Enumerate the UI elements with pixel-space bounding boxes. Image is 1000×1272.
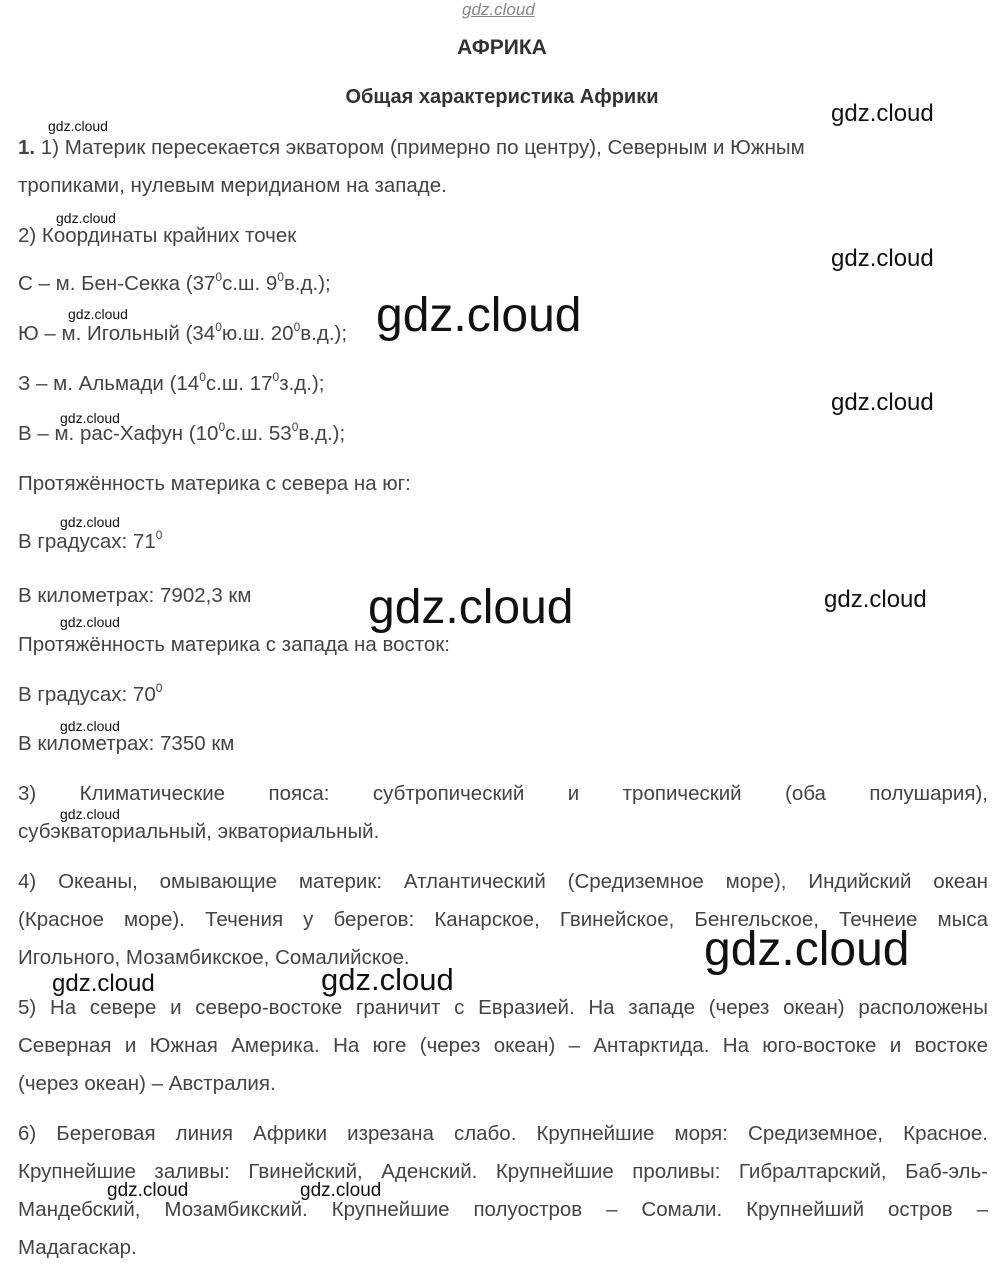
page-subtitle: Общая характеристика Африки [345,86,659,108]
watermark: gdz.cloud [52,970,155,997]
we-extent-degrees [18,683,162,707]
p3-line-2: субэкваториальный, экваториальный. [18,820,380,843]
watermark: gdz.cloud [321,962,454,997]
coord-text: в.д.); [298,422,346,445]
p4-line-2: (Красное море). Течения у берегов: Канарское, Гвинейское, Бенгельское, Течнеие мыса [18,908,988,931]
coord-text: ю.ш. 20 [221,322,294,345]
coord-text: в.д.); [283,272,331,295]
ns-extent-title: Протяжённость материка с севера на юг: [18,472,411,495]
degree-mark: 0 [155,681,163,695]
watermark-top: gdz.cloud [462,0,535,19]
watermark: gdz.cloud [60,718,120,734]
watermark: gdz.cloud [68,306,128,322]
p5-line-2: Северная и Южная Америка. На юге (через океан) – Антарктида. На юго-востоке и востоке [18,1034,988,1057]
watermark: gdz.cloud [60,514,120,530]
p6-line-3: Мандебский, Мозамбикский. Крупнейшие полуостров – Сомали. Крупнейший остров – [18,1198,988,1221]
watermark: gdz.cloud [60,410,120,426]
q1-line-2: тропиками, нулевым меридианом на западе. [18,174,447,197]
watermark: gdz.cloud [56,210,116,226]
ns-extent-degrees [18,530,162,554]
degree-mark: 0 [215,320,222,334]
degree-mark: 0 [293,320,301,334]
degree-mark: 0 [215,270,223,284]
coord-text: с.ш. 9 [222,272,278,295]
p3-line-1: 3) Климатические пояса: субтропический и тропический (оба полушария), [18,782,988,805]
degree-mark: 0 [155,528,163,542]
p4-line-3: Игольного, Мозамбикское, Сомалийское. [18,946,410,969]
watermark: gdz.cloud [60,806,120,822]
coord-north [18,272,331,296]
coord-east [18,422,345,446]
degree-mark: 0 [199,370,206,384]
we-extent-title: Протяжённость материка с запада на восток: [18,633,450,656]
watermark: gdz.cloud [48,118,108,134]
coord-text: Ю – м. Игольный (34 [18,322,216,345]
watermark: gdz.cloud [704,923,910,976]
watermark: gdz.cloud [300,1180,382,1201]
coord-text: З – м. Альмади (14 [18,372,200,395]
value-text: В градусах: 71 [18,530,156,553]
watermark: gdz.cloud [831,245,934,272]
coord-west [18,372,324,396]
p6-line-1: 6) Береговая линия Африки изрезана слабо. Крупнейшие моря: Средиземное, Красное. [18,1122,988,1145]
q1-line-1 [18,136,805,160]
watermark: gdz.cloud [824,586,927,613]
we-extent-km: В километрах: 7350 км [18,732,235,755]
p4-line-1: 4) Океаны, омывающие материк: Атлантический (Средиземное море), Индийский океан [18,870,988,893]
watermark: gdz.cloud [831,100,934,127]
p6-line-2: Крупнейшие заливы: Гвинейский, Аденский. Крупнейшие проливы: Гибралтарский, Баб-эль- [18,1160,988,1183]
coord-text: с.ш. 53 [225,422,292,445]
coord-text: в.д.); [300,322,348,345]
degree-mark: 0 [277,270,284,284]
degree-mark: 0 [218,420,226,434]
coord-text: с.ш. 17 [205,372,273,395]
degree-mark: 0 [291,420,299,434]
degree-mark: 0 [272,370,280,384]
q1-text: 1) Материк пересекается экватором (примерно по центру), Северным и Южным [35,136,805,159]
watermark: gdz.cloud [107,1180,189,1201]
p6-line-4: Мадагаскар. [18,1236,137,1259]
watermark: gdz.cloud [60,614,120,630]
coord-south [18,322,347,346]
coords-title: 2) Координаты крайних точек [18,224,297,247]
watermark: gdz.cloud [831,389,934,416]
p5-line-3: (через океан) – Австралия. [18,1072,276,1095]
coord-text: В – м. рас-Хафун (10 [18,422,219,445]
coord-text: з.д.); [279,372,325,395]
watermark: gdz.cloud [376,289,582,342]
page-title: АФРИКА [457,36,547,59]
q1-number: 1. [18,136,36,159]
coord-text: С – м. Бен-Секка (37 [18,272,216,295]
p5-line-1: 5) На севере и северо-востоке граничит с Евразией. На западе (через океан) расположены [18,996,988,1019]
value-text: В градусах: 70 [18,683,156,706]
watermark: gdz.cloud [368,581,574,634]
ns-extent-km: В километрах: 7902,3 км [18,584,252,607]
